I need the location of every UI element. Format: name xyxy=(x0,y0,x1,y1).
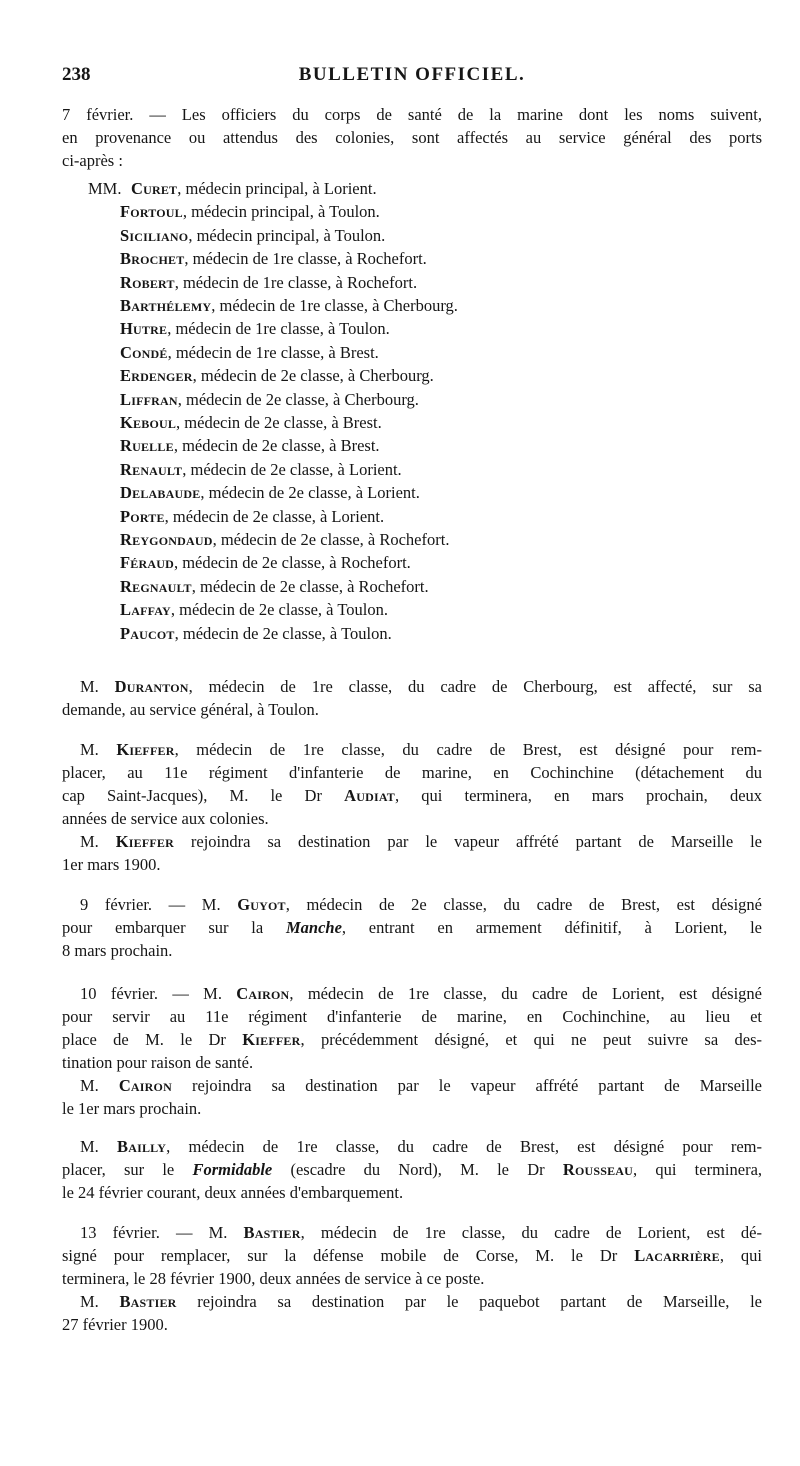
paragraph-line: M. Bailly, médecin de 1re classe, du cadre de Brest, est désigné pour rem- xyxy=(80,1137,762,1156)
list-item xyxy=(120,248,427,270)
list-item xyxy=(120,295,458,317)
list-item xyxy=(120,435,380,457)
paragraph-line: place de M. le Dr Kieffer, précédemment désigné, et qui ne peut suivre sa des- xyxy=(62,1030,762,1049)
list-item xyxy=(120,459,402,481)
officer-name: Féraud xyxy=(120,553,174,573)
paragraph-line: le 1er mars prochain. xyxy=(62,1099,202,1118)
officer-name: Porte xyxy=(120,506,165,526)
page-header xyxy=(62,64,762,94)
paragraph-line: ci-après : xyxy=(62,151,123,170)
paragraph-line: placer, sur le Formidable (escadre du Nord), M. le Dr Rousseau, qui terminera, xyxy=(62,1160,763,1179)
officer-assignment: , médecin principal, à Toulon. xyxy=(182,202,380,222)
officer-name: Cairon xyxy=(118,1076,172,1095)
officer-name: Kieffer xyxy=(242,1030,301,1049)
officer-name: Keboul xyxy=(120,413,177,432)
paragraph-line: 9 février. — M. Guyot, médecin de 2e classe, du cadre de Brest, est désigné xyxy=(80,895,763,914)
list-item xyxy=(120,272,417,294)
paragraph-line: en provenance ou attendus des colonies, sont affectés au service général des ports xyxy=(62,128,762,147)
mm-label: MM. xyxy=(88,179,122,198)
list-item xyxy=(120,365,434,387)
officer-assignment: , médecin de 2e classe, à Lorient. xyxy=(164,506,385,526)
list-item xyxy=(120,318,390,340)
paragraph-line: 8 mars prochain. xyxy=(62,941,173,960)
officer-assignment: , médecin de 2e classe, à Toulon. xyxy=(174,623,392,643)
officer-name: Duranton xyxy=(114,677,189,696)
officer-assignment: , médecin de 2e classe, à Lorient. xyxy=(200,483,420,503)
officer-assignment: , médecin de 2e classe, à Rochefort. xyxy=(173,553,411,573)
officer-name: Robert xyxy=(120,272,175,292)
officer-name: Cairon xyxy=(236,984,290,1003)
officer-assignment: , médecin de 1re classe, à Brest. xyxy=(167,342,379,362)
officer-assignment: , médecin de 2e classe, à Rochefort. xyxy=(212,530,450,549)
officer-name: Siciliano xyxy=(120,225,189,245)
paragraph-line: pour servir au 11e régiment d'infanterie de marine, en Cochinchine, au lieu et xyxy=(62,1007,762,1026)
list-item xyxy=(120,506,384,528)
list-item xyxy=(120,389,419,411)
officer-name: Brochet xyxy=(120,249,185,269)
officer-assignment: , médecin de 1re classe, à Rochefort. xyxy=(174,272,418,292)
paragraph-line: 13 février. — M. Bastier, médecin de 1re classe, du cadre de Lorient, est dé- xyxy=(80,1223,762,1242)
officer-name: Guyot xyxy=(237,895,286,914)
paragraph-line: M. Kieffer rejoindra sa destination par le vapeur affrété partant de Marseille le xyxy=(80,832,762,851)
officer-name: Ruelle xyxy=(120,436,174,456)
paragraph-line: M. Duranton, médecin de 1re classe, du cadre de Cherbourg, est affecté, sur sa xyxy=(80,677,763,696)
list-item xyxy=(120,552,411,574)
paragraph-line: 7 février. — Les officiers du corps de santé de la marine dont les noms suivent, xyxy=(62,105,762,124)
paragraph-line: 10 février. — M. Cairon, médecin de 1re classe, du cadre de Lorient, est désigné xyxy=(80,984,763,1003)
list-item xyxy=(120,201,380,223)
officer-name: Fortoul xyxy=(120,202,183,222)
officer-assignment: , médecin de 2e classe, à Cherbourg. xyxy=(192,366,434,386)
list-item xyxy=(120,225,385,247)
officer-name: Kieffer xyxy=(116,740,175,759)
paragraph-line: 27 février 1900. xyxy=(62,1315,168,1334)
officer-assignment: , médecin de 1re classe, à Rochefort. xyxy=(184,249,427,269)
officer-assignment: , médecin de 2e classe, à Toulon. xyxy=(170,600,388,620)
officer-name: Curet xyxy=(131,179,178,198)
officer-name: Barthélemy xyxy=(120,296,212,315)
ship-name: Formidable xyxy=(192,1160,273,1179)
officer-assignment: , médecin de 2e classe, à Rochefort. xyxy=(191,576,429,596)
officer-assignment: , médecin de 2e classe, à Lorient. xyxy=(182,459,402,479)
officer-assignment: , médecin principal, à Lorient. xyxy=(177,179,377,198)
paragraph-line: le 24 février courant, deux années d'embarquement. xyxy=(62,1183,404,1202)
officer-name: Condé xyxy=(120,342,168,362)
paragraph-line: cap Saint-Jacques), M. le Dr Audiat, qui terminera, en mars prochain, deux xyxy=(62,786,763,805)
officer-assignment: , médecin principal, à Toulon. xyxy=(188,225,386,245)
officer-assignment: , médecin de 1re classe, à Cherbourg. xyxy=(211,296,458,315)
officer-assignment: , médecin de 2e classe, à Brest. xyxy=(173,436,380,456)
officer-assignment: , médecin de 2e classe, à Brest. xyxy=(176,413,382,432)
list-item xyxy=(120,342,379,364)
list-item xyxy=(120,412,382,434)
list-item xyxy=(120,482,420,504)
paragraph-line: pour embarquer sur la Manche, entrant en armement définitif, à Lorient, le xyxy=(62,918,762,937)
page-title: BULLETIN OFFICIEL. xyxy=(298,64,526,85)
officer-name: Erdenger xyxy=(120,366,193,386)
officer-name: Lacarrière xyxy=(634,1246,720,1265)
officer-name: Regnault xyxy=(120,576,192,596)
list-item xyxy=(131,178,377,200)
officer-name: Kieffer xyxy=(115,832,174,851)
list-item xyxy=(120,599,388,621)
officer-name: Reygondaud xyxy=(120,530,213,549)
paragraph-line: M. Bastier rejoindra sa destination par le paquebot partant de Marseille, le xyxy=(80,1292,762,1311)
officer-assignment: , médecin de 1re classe, à Toulon. xyxy=(167,319,390,339)
officer-name: Bastier xyxy=(243,1223,301,1242)
list-item xyxy=(120,529,449,551)
paragraph-line: 1er mars 1900. xyxy=(62,855,161,874)
officer-name: Audiat xyxy=(344,786,396,805)
paragraph-line: tination pour raison de santé. xyxy=(62,1053,254,1072)
paragraph-line: signé pour remplacer, sur la défense mobile de Corse, M. le Dr Lacarrière, qui xyxy=(62,1246,763,1265)
officer-assignment: , médecin de 2e classe, à Cherbourg. xyxy=(177,389,419,409)
officer-name: Renault xyxy=(120,459,183,479)
list-item xyxy=(120,576,429,598)
officer-name: Bastier xyxy=(119,1292,177,1311)
officer-name: Liffran xyxy=(120,389,178,409)
ship-name: Manche xyxy=(285,918,342,937)
paragraph-line: demande, au service général, à Toulon. xyxy=(62,700,319,719)
paragraph-line: années de service aux colonies. xyxy=(62,809,269,828)
officer-name: Rousseau xyxy=(562,1160,634,1179)
officer-name: Paucot xyxy=(120,623,175,643)
paragraph-line: M. Kieffer, médecin de 1re classe, du cadre de Brest, est désigné pour rem- xyxy=(80,740,762,759)
officer-name: Delabaude xyxy=(120,483,201,503)
paragraph-line: M. Cairon rejoindra sa destination par le vapeur affrété partant de Marseille xyxy=(80,1076,763,1095)
officer-name: Laffay xyxy=(120,600,171,620)
officer-name: Hutre xyxy=(120,319,168,339)
paragraph-line: placer, au 11e régiment d'infanterie de marine, en Cochinchine (détachement du xyxy=(62,763,762,782)
officer-name: Bailly xyxy=(117,1137,167,1156)
paragraph-line: terminera, le 28 février 1900, deux années de service à ce poste. xyxy=(62,1269,485,1288)
page-number: 238 xyxy=(62,64,91,85)
list-item xyxy=(120,623,392,645)
